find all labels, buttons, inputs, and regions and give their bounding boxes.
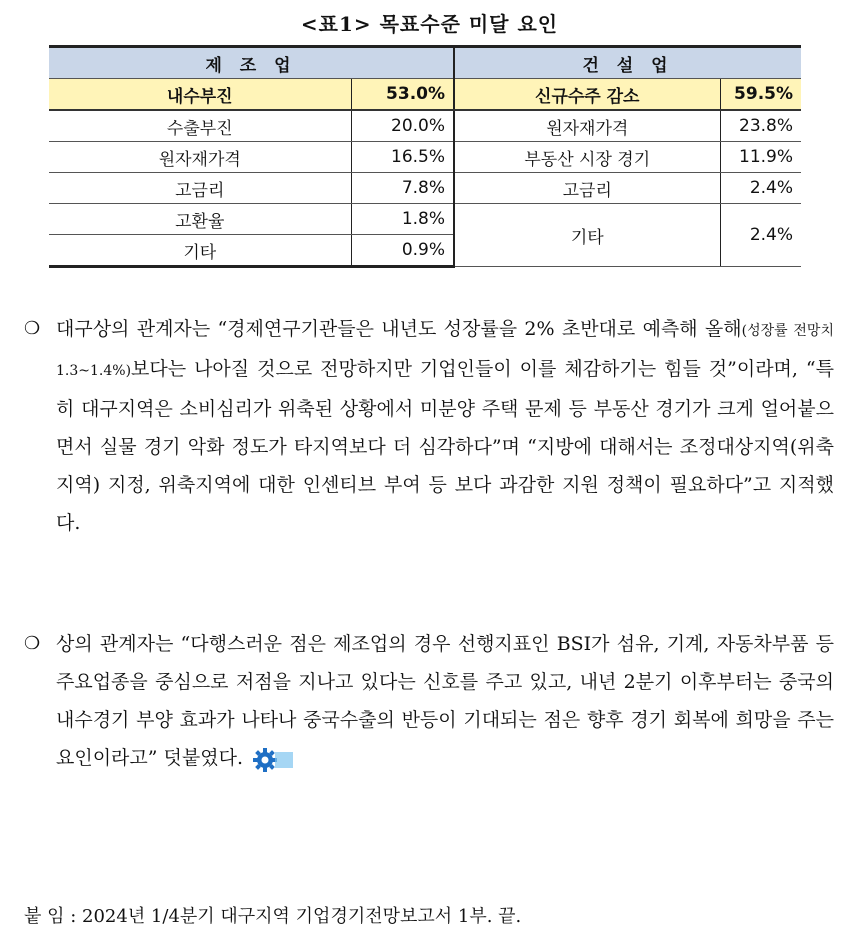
- gear-logo-icon: [253, 747, 297, 771]
- table-row: [49, 79, 801, 111]
- manufacturing-value: 53.0%: [351, 79, 454, 111]
- table-row: [49, 110, 801, 142]
- paragraph-text: 상의 관계자는 “다행스러운 점은 제조업의 경우 선행지표인 BSI가 섬유, 기계, 자동차부품 등 주요업종을 중심으로 저점을 지나고 있다는 신호를 주고 있고, 내년 2분기 이후부터는 중국의 내수경기 부양 효과가 나타나 중국수출의 반등이 기대되는 점은 향후 경기 회복에 희망을 주는 요인이라고” 덧붙였다.: [56, 633, 834, 769]
- construction-value: 11.9%: [720, 142, 801, 173]
- construction-header: 건 설 업: [454, 47, 801, 79]
- table-row: [49, 173, 801, 204]
- table-caption: <표1> 목표수준 미달 요인: [300, 12, 559, 36]
- manufacturing-value: 0.9%: [351, 235, 454, 267]
- manufacturing-factor: 기타: [49, 235, 351, 267]
- attachment-note: 붙 임 : 2024년 1/4분기 대구지역 기업경기전망보고서 1부. 끝.: [24, 906, 522, 927]
- manufacturing-value: 16.5%: [351, 142, 454, 173]
- paragraph-2: [24, 625, 834, 777]
- manufacturing-value: 20.0%: [351, 110, 454, 142]
- construction-value: 2.4%: [720, 173, 801, 204]
- paragraph-text: 대구상의 관계자는 “경제연구기관들은 내년도 성장률을 2% 초반대로 예측해 올해: [56, 318, 742, 340]
- manufacturing-value: 7.8%: [351, 173, 454, 204]
- paragraph-1: [24, 310, 834, 542]
- manufacturing-factor: 수출부진: [49, 110, 351, 142]
- manufacturing-factor: 고환율: [49, 204, 351, 235]
- construction-factor: 원자재가격: [454, 110, 720, 142]
- manufacturing-factor: 내수부진: [49, 79, 351, 111]
- construction-factor: 부동산 시장 경기: [454, 142, 720, 173]
- table-row: [49, 142, 801, 173]
- bullet-icon: ❍: [24, 318, 41, 339]
- paragraph-body: [56, 625, 834, 777]
- construction-value: 2.4%: [720, 204, 801, 267]
- manufacturing-factor: 고금리: [49, 173, 351, 204]
- paragraph-note: (성장률 전망치 1.3~1.4%): [56, 323, 834, 379]
- construction-factor: 신규수주 감소: [454, 79, 720, 111]
- construction-value: 23.8%: [720, 110, 801, 142]
- construction-factor: 고금리: [454, 173, 720, 204]
- manufacturing-factor: 원자재가격: [49, 142, 351, 173]
- construction-factor: 기타: [454, 204, 720, 267]
- construction-value: 59.5%: [720, 79, 801, 111]
- bullet-icon: ❍: [24, 633, 41, 654]
- table-row: [49, 204, 801, 235]
- paragraph-text: 보다는 나아질 것으로 전망하지만 기업인들이 이를 체감하기는 힘들 것”이라며, “특히 대구지역은 소비심리가 위축된 상황에서 미분양 주택 문제 등 부동산 경기가 크게 얼어붙으면서 실물 경기 악화 정도가 타지역보다 더 심각하다”며 “지방에 대해서는 조정대상지역(위축지역) 지정, 위축지역에 대한 인센티브 부여 등 보다 과감한 지원 정책이 필요하다”고 지적했다.: [56, 358, 834, 534]
- manufacturing-header: 제 조 업: [49, 47, 454, 79]
- paragraph-body: [56, 310, 834, 542]
- factors-table: [49, 45, 801, 268]
- manufacturing-value: 1.8%: [351, 204, 454, 235]
